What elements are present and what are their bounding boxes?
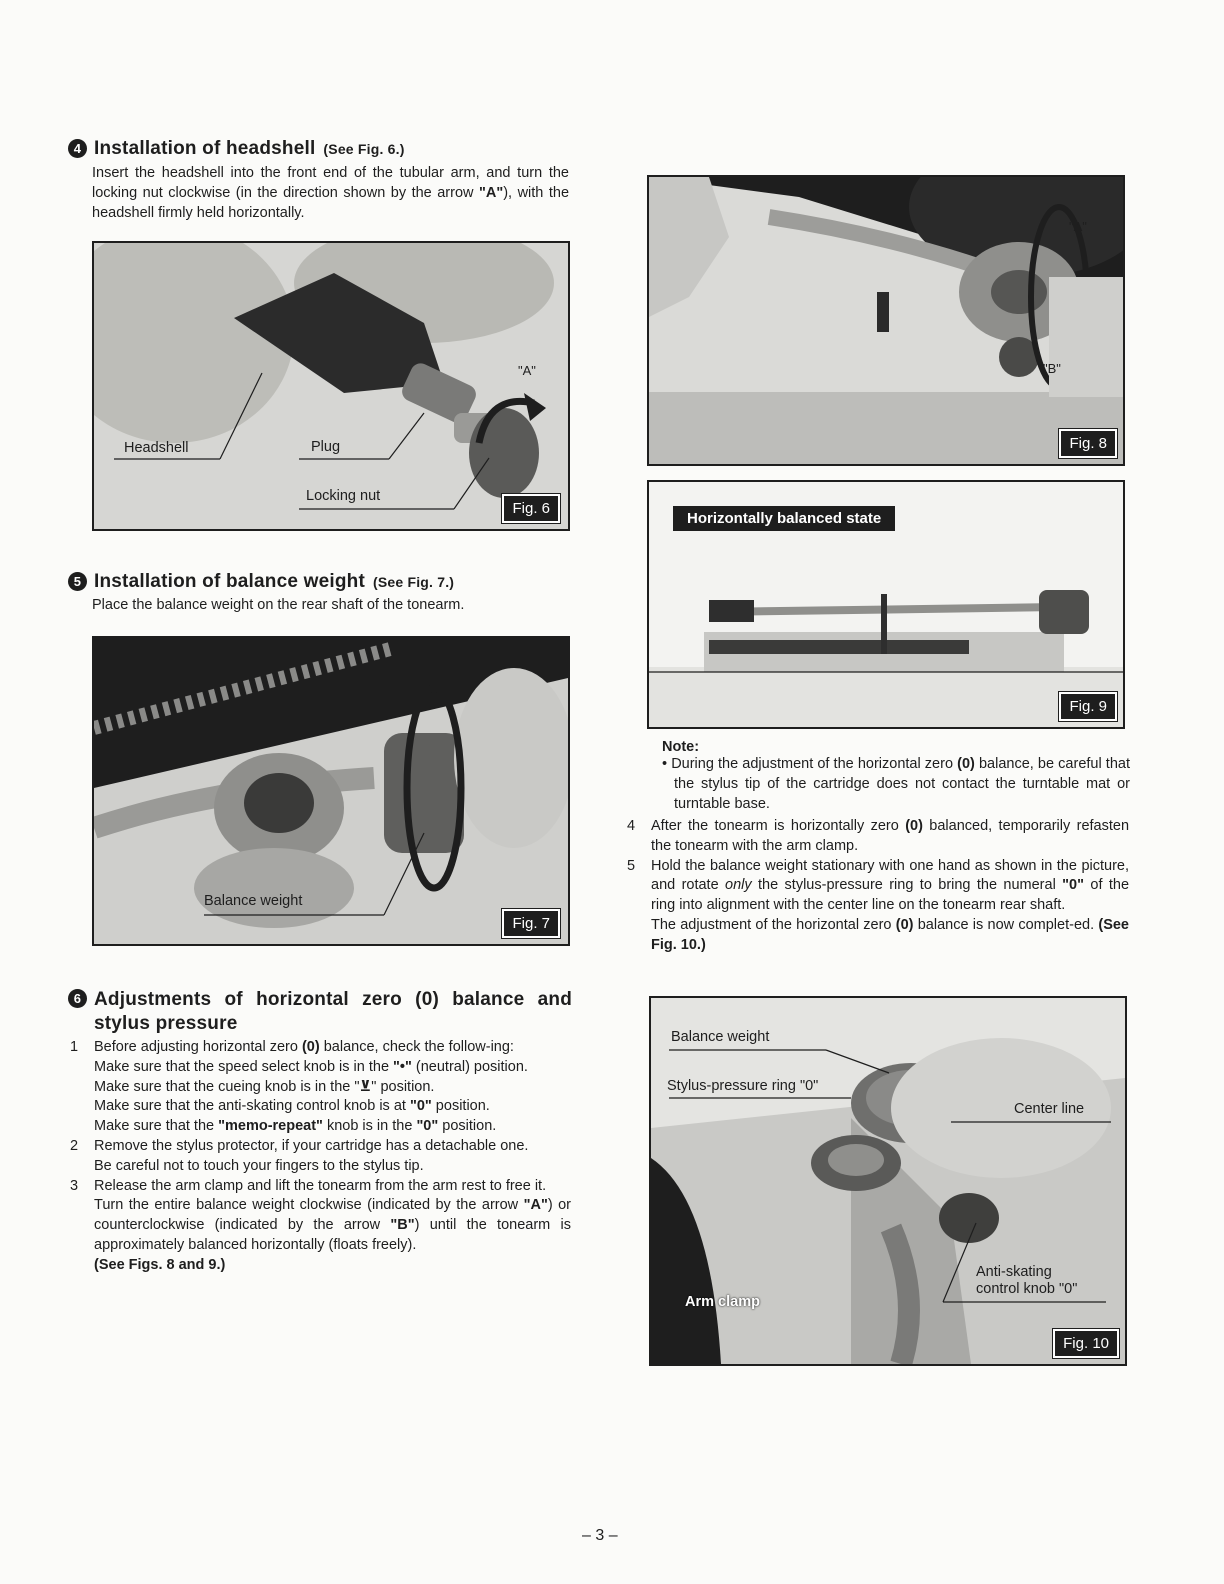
section-5-body: Place the balance weight on the rear shaft of the tonearm.: [92, 597, 465, 613]
section-5-heading: [68, 571, 454, 593]
callout-balance-weight: Balance weight: [671, 1029, 770, 1045]
section-6-title-line-2: stylus pressure: [94, 1013, 238, 1034]
step-paragraph: The adjustment of the horizontal zero (0) balance is now complet-ed. (See Fig. 10.): [651, 916, 1129, 953]
callout-arrow-a: "A": [518, 363, 536, 378]
section-4-ref: (See Fig. 6.): [323, 141, 405, 157]
step-item: [70, 1177, 572, 1276]
section-6-steps: [70, 1038, 572, 1276]
figure-6: [92, 241, 570, 531]
callout-anti-skating-1: Anti-skating: [976, 1264, 1052, 1280]
step-paragraph: Make sure that the "memo-repeat" knob is in the "0" position.: [94, 1118, 497, 1135]
step-paragraph: Turn the entire balance weight clockwise (indicated by the arrow "A") or counterclockwise (indicated by the arrow "B") until the tonearm is approximately balanced horizontally (floats freely).: [94, 1197, 572, 1253]
step-paragraph: Hold the balance weight stationary with one hand as shown in the picture, and rotate only the stylus-pressure ring to bring the numeral "0" of the ring into alignment with the center line on the tonearm rear shaft.: [651, 857, 1130, 914]
callout-center-line: Center line: [1014, 1101, 1085, 1117]
step-paragraph: Make sure that the anti-skating control knob is at "0" position.: [94, 1098, 490, 1115]
step-number: 4: [627, 818, 636, 834]
step-paragraph: Be careful not to touch your fingers to the stylus tip.: [94, 1157, 424, 1174]
section-5-ref: (See Fig. 7.): [372, 574, 455, 590]
step-number: 2: [70, 1137, 79, 1154]
figure-6-label: Fig. 6: [502, 494, 560, 523]
step-paragraph: Make sure that the speed select knob is in the "•" (neutral) position.: [94, 1058, 528, 1075]
callout-headshell: Headshell: [124, 440, 189, 456]
step-number: 1: [70, 1039, 79, 1055]
figure-7-label: Fig. 7: [502, 909, 560, 938]
step-number: 5: [627, 857, 636, 874]
callout-locking-nut: Locking nut: [306, 488, 381, 504]
step-paragraph: (See Figs. 8 and 9.): [94, 1256, 226, 1273]
callout-arm-clamp: Arm clamp: [685, 1294, 760, 1310]
step-paragraph: Make sure that the cueing knob is in the "⊻" position.: [94, 1078, 435, 1095]
steps-list: [70, 1038, 572, 1276]
note-title: Note:: [662, 739, 700, 755]
figure-8-label: Fig. 8: [1059, 429, 1117, 458]
page-number: – 3 –: [582, 1527, 618, 1544]
figure-6-photo: [94, 243, 568, 529]
section-number-badge: 4: [68, 139, 87, 158]
step-item: [627, 857, 1130, 956]
callout-arrow-b: "B": [1043, 361, 1061, 376]
section-number-badge: 6: [68, 989, 87, 1008]
callout-arrow-a: "A": [1069, 219, 1087, 234]
step-item: [70, 1137, 571, 1177]
section-number-badge: 5: [68, 572, 87, 591]
section-4-title: Installation of headshell: [94, 138, 316, 159]
figure-9: [647, 480, 1125, 729]
figure-8: [647, 175, 1125, 466]
figure-9-banner: Horizontally balanced state: [673, 506, 895, 531]
callout-stylus-pressure-ring: Stylus-pressure ring "0": [667, 1078, 819, 1094]
step-item: [70, 1038, 571, 1137]
figure-8-photo: [649, 177, 1123, 464]
step-paragraph: Before adjusting horizontal zero (0) balance, check the follow-ing:: [94, 1039, 514, 1055]
section-6-title-line-1: Adjustments of horizontal zero (0) balance and: [94, 989, 572, 1010]
section-4-body: Insert the headshell into the front end of the tubular arm, and turn the locking nut clockwise (in the direction shown by the arrow "A"), with the headshell firmly held horizontally.: [92, 165, 570, 221]
callout-anti-skating-2: control knob "0": [976, 1281, 1078, 1297]
steps-list: [627, 817, 1130, 956]
step-paragraph: After the tonearm is horizontally zero (0) balanced, temporarily refasten the tonearm with the arm clamp.: [651, 818, 1130, 854]
section-6-heading: [68, 988, 573, 1036]
step-item: [627, 817, 1130, 857]
note-block: [662, 739, 1130, 814]
callout-balance-weight: Balance weight: [204, 893, 303, 909]
step-number: 3: [70, 1177, 79, 1194]
note-bullet: • During the adjustment of the horizontal zero (0) balance, be careful that the stylus tip of the cartridge does not contact the turntable mat or turntable base.: [662, 756, 1130, 812]
figure-9-label: Fig. 9: [1059, 692, 1117, 721]
step-paragraph: Release the arm clamp and lift the tonearm from the arm rest to free it.: [94, 1177, 547, 1194]
right-steps: [627, 817, 1130, 956]
callout-plug: Plug: [311, 439, 341, 455]
step-paragraph: Remove the stylus protector, if your cartridge has a detachable one.: [94, 1137, 529, 1154]
figure-7: [92, 636, 570, 946]
section-5-title: Installation of balance weight: [94, 571, 365, 592]
section-4-heading: [68, 138, 405, 160]
figure-7-photo: [94, 638, 568, 944]
figure-10: [649, 996, 1127, 1366]
figure-10-label: Fig. 10: [1053, 1329, 1119, 1358]
